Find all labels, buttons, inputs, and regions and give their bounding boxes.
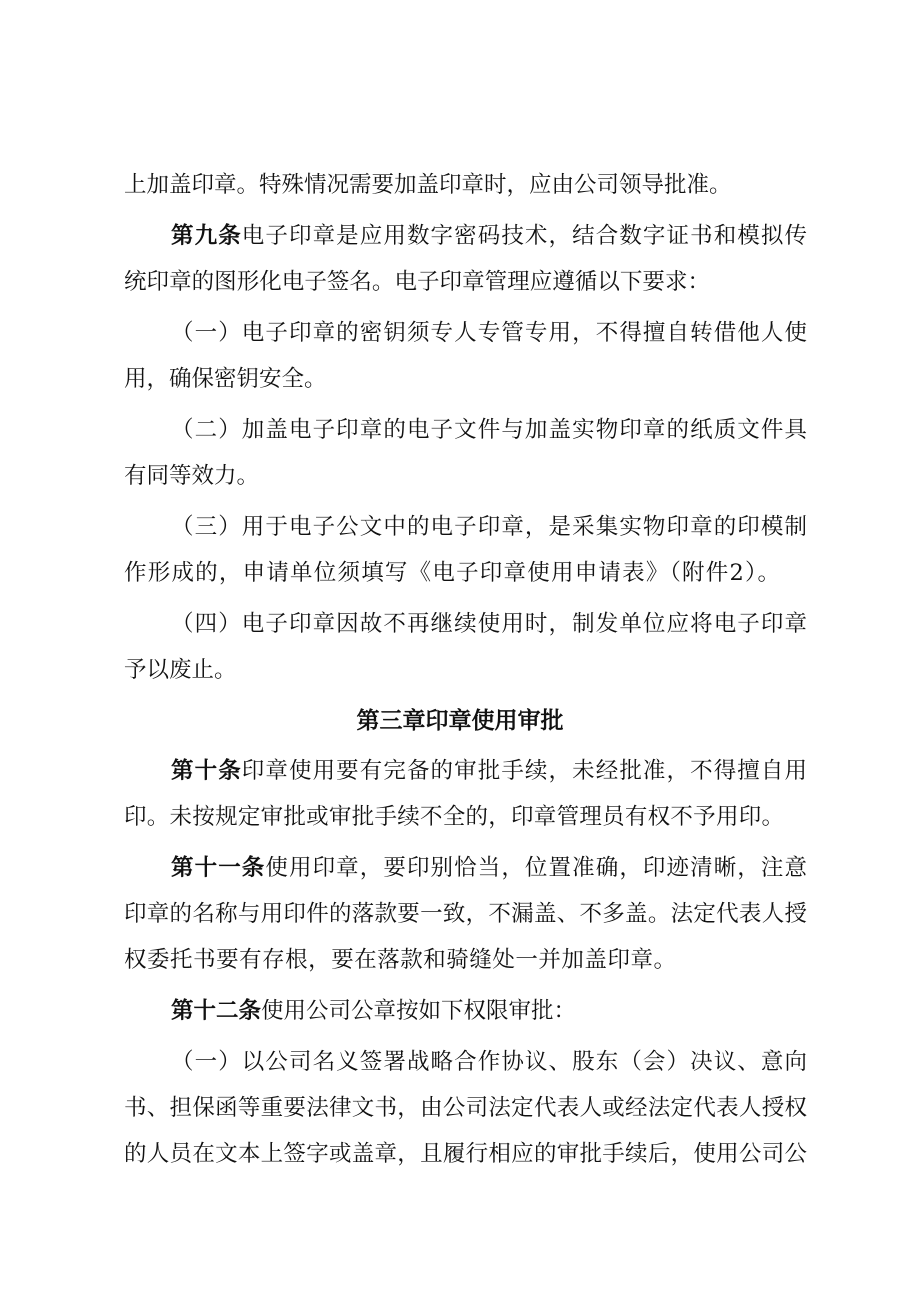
article-10-line2: 印。未按规定审批或审批手续不全的，印章管理员有权不予用印。: [124, 804, 784, 830]
article-11-line2: 印章的名称与用印件的落款要一致，不漏盖、不多盖。法定代表人授: [124, 901, 807, 927]
article-12-label: 第十二条: [171, 998, 262, 1024]
article-10-label: 第十条: [171, 758, 242, 784]
item-4-line1: （四）电子印章因故不再继续使用时，制发单位应将电子印章: [171, 611, 807, 637]
item-4-line2: 予以废止。: [124, 657, 237, 683]
article-9-text: 电子印章是应用数字密码技术，结合数字证书和模拟传: [241, 223, 807, 249]
item-3-line1: （三）用于电子公文中的电子印章，是采集实物印章的印模制: [171, 514, 807, 540]
article-9-label: 第九条: [171, 223, 242, 249]
paragraph-line: 上加盖印章。特殊情况需要加盖印章时，应由公司领导批准。: [124, 172, 732, 198]
article-9-line2: 统印章的图形化电子签名。电子印章管理应遵循以下要求：: [124, 269, 710, 295]
article-12-text: 使用公司公章按如下权限审批：: [261, 998, 577, 1024]
article-12-item-1-line1: （一）以公司名义签署战略合作协议、股东（会）决议、意向: [171, 1049, 807, 1075]
article-12-item-1-line2: 书、担保函等重要法律文书，由公司法定代表人或经法定代表人授权: [124, 1095, 807, 1121]
item-3-line2: 作形成的，申请单位须填写《电子印章使用申请表》（附件2）。: [124, 560, 780, 586]
chapter-3-heading: 第三章印章使用审批: [356, 708, 564, 734]
item-2-line2: 有同等效力。: [124, 463, 260, 489]
article-11-line1: [171, 850, 807, 886]
article-11-line3: 权委托书要有存根，要在落款和骑缝处一并加盖印章。: [124, 947, 676, 973]
article-10-text: 印章使用要有完备的审批手续，未经批准，不得擅自用: [241, 758, 807, 784]
article-10-line1: [171, 753, 807, 789]
article-11-text: 使用印章，要印别恰当，位置准确，印迹清晰，注意: [265, 855, 807, 881]
article-12-item-1-line3: 的人员在文本上签字或盖章，且履行相应的审批手续后，使用公司公: [124, 1141, 807, 1167]
item-1-line1: （一）电子印章的密钥须专人专管专用，不得擅自转借他人使: [171, 320, 807, 346]
article-12-line1: [171, 993, 791, 1029]
item-2-line1: （二）加盖电子印章的电子文件与加盖实物印章的纸质文件具: [171, 417, 807, 443]
item-1-line2: 用，确保密钥安全。: [124, 366, 327, 392]
article-11-label: 第十一条: [171, 855, 266, 881]
article-9-line1: [171, 218, 807, 254]
